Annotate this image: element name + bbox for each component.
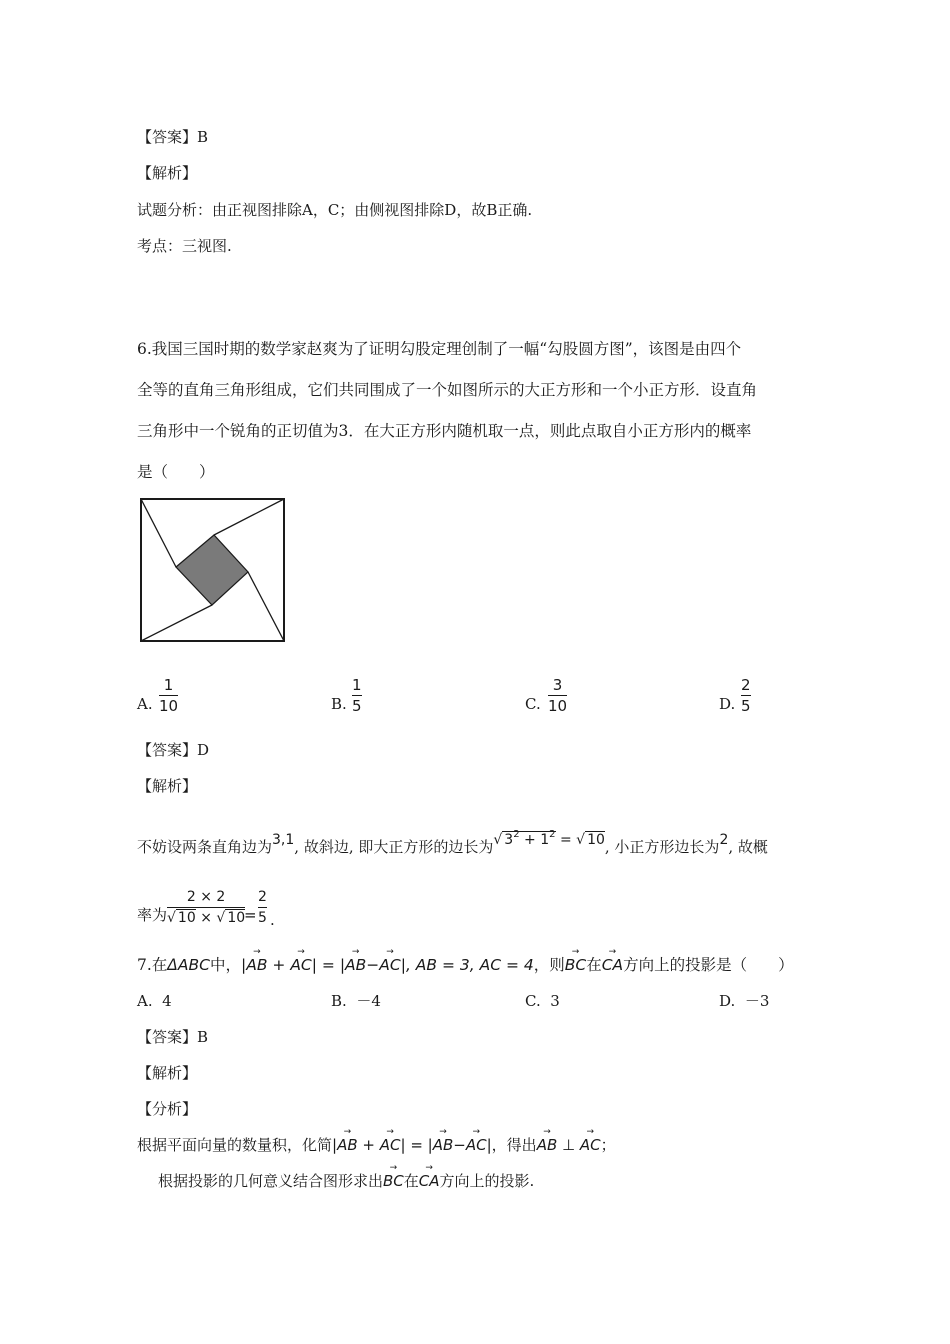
q7-on: 在 — [586, 956, 602, 974]
q6-sol-fraction — [167, 888, 245, 927]
q7-step2-tail: 方向上的投影. — [439, 1172, 535, 1190]
q6-option-c-fraction — [548, 676, 567, 715]
q6-sol-result — [258, 888, 267, 927]
q6-stem-line3: 三角形中一个锐角的正切值为3．在大正方形内随机取一点，则此点取自小正方形内的概率 — [137, 422, 752, 440]
q7-option-b: B. －4 — [331, 992, 381, 1010]
q5-analysis-heading: 【解析】 — [137, 164, 198, 182]
q6-analysis-heading: 【解析】 — [137, 777, 198, 795]
q7-then: ，则 — [533, 956, 565, 974]
q6-option-b-label: B. — [331, 695, 347, 713]
q6-option-a-num: 1 — [163, 676, 174, 694]
q5-knowledge-point: 考点：三视图. — [137, 237, 232, 255]
q6-option-a-den: 10 — [159, 697, 179, 715]
q7-step1-end: ； — [600, 1136, 616, 1154]
q6-sol-legs: 3,1 — [272, 832, 295, 848]
q7-prefix: 7.在 — [137, 956, 168, 974]
q7-option-c: C. 3 — [525, 992, 560, 1010]
q6-sol-eq: = — [244, 906, 257, 924]
q6-option-d-den: 5 — [741, 697, 751, 715]
q7-tail: 方向上的投影是（ ） — [623, 956, 794, 974]
q6-stem-line4: 是（ ） — [137, 463, 215, 481]
q7-step1 — [137, 1127, 616, 1155]
q7-option-d: D. －3 — [719, 992, 770, 1010]
q7-triangle: ΔABC — [167, 956, 210, 974]
q5-answer: 【答案】B — [137, 128, 209, 146]
q6-sol-rate-prefix: 率为 — [137, 906, 168, 924]
q6-option-a-label: A. — [137, 695, 153, 713]
q7-option-a: A. 4 — [137, 992, 172, 1010]
q6-option-a-fraction — [159, 676, 178, 715]
q6-sol-res-den: 5 — [258, 910, 267, 926]
q6-sol-small: 2 — [719, 832, 729, 848]
q6-sol-part2: , 故斜边, 即大正方形的边长为 — [294, 838, 494, 856]
q6-sol-hyp: √ $3^2 + 1^2$ = √ 10 — [493, 829, 605, 848]
q7-stem — [137, 947, 794, 975]
q6-option-b-den: 5 — [352, 697, 362, 715]
q6-option-b-fraction — [352, 676, 362, 715]
q6-option-c-label: C. — [525, 695, 541, 713]
q7-step1-prefix: 根据平面向量的数量积，化简 — [137, 1136, 333, 1154]
q6-sol-frac-den: √ 10 × √ 10 — [167, 910, 246, 926]
q7-step2-vec1: BC → — [383, 1163, 404, 1190]
q7-vec-ca: CA → — [601, 947, 624, 974]
q7-step1-expr: |AB → + AC → | = |AB → −AC → | — [332, 1127, 492, 1154]
q6-option-d-fraction — [741, 676, 751, 715]
q6-sol-part3: , 小正方形边长为 — [604, 838, 720, 856]
q6-option-c-num: 3 — [552, 676, 563, 694]
q7-step2-on: 在 — [403, 1172, 419, 1190]
q7-analysis-heading: 【解析】 — [137, 1064, 198, 1082]
q6-answer: 【答案】D — [137, 741, 210, 759]
q6-option-d-num: 2 — [741, 676, 751, 694]
q7-step2-prefix: 根据投影的几何意义结合图形求出 — [158, 1172, 384, 1190]
pythagorean-square-figure — [139, 496, 287, 644]
q7-fenxi-heading: 【分析】 — [137, 1100, 198, 1118]
q5-explanation: 试题分析：由正视图排除A，C；由侧视图排除D，故B正确. — [137, 201, 533, 219]
q6-sol-part1: 不妨设两条直角边为 — [137, 838, 273, 856]
q7-step2-vec2: CA → — [418, 1163, 440, 1190]
q6-sol-res-num: 2 — [258, 889, 267, 905]
q6-stem-line2: 全等的直角三角形组成，它们共同围成了一个如图所示的大正方形和一个小正方形．设直角 — [137, 381, 758, 399]
q6-sol-part4: , 故概 — [728, 838, 768, 856]
q7-step2 — [158, 1163, 535, 1191]
q7-answer: 【答案】B — [137, 1028, 209, 1046]
q6-option-c-den: 10 — [548, 697, 568, 715]
q7-vec-bc: BC → — [564, 947, 587, 974]
q6-sol-frac-num: 2 × 2 — [186, 889, 226, 905]
q6-option-d-label: D. — [719, 695, 736, 713]
q7-step1-result: AB → ⊥ AC → — [536, 1127, 601, 1154]
q7-condition: |AB → + AC → | = |AB → −AC → |, AB = 3, AC = 4 — [240, 947, 534, 974]
q6-solution-line1 — [137, 825, 768, 857]
q6-sol-end: . — [270, 911, 275, 929]
q7-mid: 中， — [209, 956, 241, 974]
q6-stem-line1: 6.我国三国时期的数学家赵爽为了证明勾股定理创制了一幅“勾股圆方图”，该图是由四个 — [137, 340, 742, 358]
q6-option-b-num: 1 — [352, 676, 362, 694]
q7-step1-mid: ，得出 — [491, 1136, 537, 1154]
